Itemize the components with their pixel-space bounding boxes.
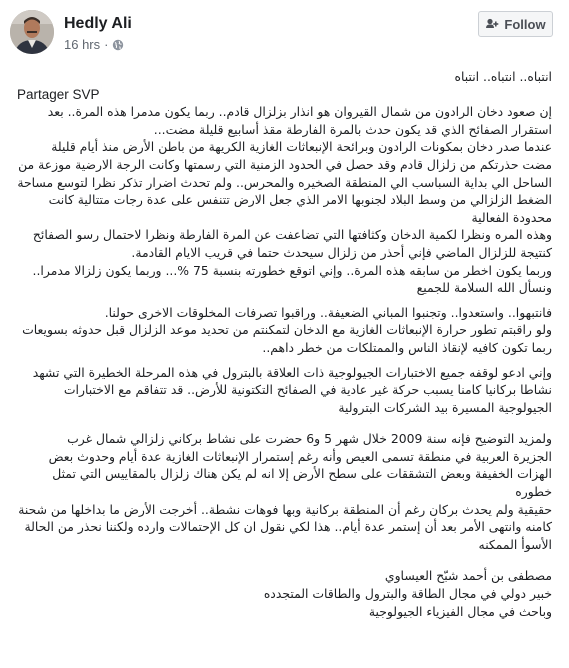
post-time[interactable]: 16 hrs: [64, 37, 101, 52]
author-avatar[interactable]: [10, 10, 54, 54]
post-line: حقيقية ولم يحدث بركان رغم أن المنطقة بركانية وبها فوهات نشطة.. أخرجت الأرض ما بداخلها من شحنة: [18, 501, 552, 517]
post-line: نشاطا بركانيا كامنا يسبب حركة غير عادية في الصفائح التكتونية للأرض.. قد تتفاقم مع الاختبارات: [63, 382, 552, 398]
post-line: وإني ادعو لوقفه جميع الاختبارات الجيولوجية ذات العلاقة بالبترول في هذه المرحلة الخطيرة التي تشهد: [32, 364, 552, 380]
paragraph-6: [17, 321, 552, 356]
post-body: [17, 68, 552, 620]
paragraph-2: [17, 138, 552, 226]
post-line-attention: انتباه.. انتباه.. انتباه: [454, 69, 552, 84]
avatar-photo: [10, 10, 54, 54]
post-meta: [64, 37, 124, 52]
paragraph-gap: [17, 357, 552, 364]
signature-title: وباحث في مجال الفيزياء الجيولوجية: [368, 603, 552, 619]
follow-button[interactable]: [478, 11, 553, 37]
author-name[interactable]: Hedly Ali: [64, 15, 132, 32]
post-line: كامنه وانتهى الأمر بعد أن إستمر عدة أيام.. هذا لكي نقول ان كل الإحتمالات وارده ولكننا نحذر من الحالة: [24, 519, 552, 535]
post-line: استقرار الصفائح الذي قد يكون حدث بالمرة الفارطة مقذ أسابيع قليلة مضت...: [153, 121, 552, 137]
post-header: [0, 0, 569, 66]
post-line: فانتبهوا.. واستعدوا.. وتجنبوا المباني الضعيفة.. وراقبوا تصرفات المخلوقات الاخرى حولنا.: [104, 304, 552, 320]
paragraph-gap: [17, 297, 552, 304]
post-line: ولو راقبتم تطور حرارة الإنبعاثات الغازية مع الدخان لتمكنتم من تحديد موعد الزلزال قبل حدوثه بسويعات: [22, 322, 552, 338]
post-line: الساحل الي بداية السباسب الي المنطقة الصخيره والمحرس.. ولم تحدث اضرار تذكر نظرا لتوسع مساحة: [17, 174, 552, 190]
meta-separator: ·: [104, 37, 109, 52]
post-line: الهزات الخفيفة وبعض التشققات على سطح الأرض إلا انه لم يكن هناك زلزال بالمقاييس التي تمثل خطوره: [52, 466, 552, 500]
post-line-partager: Partager SVP: [17, 86, 100, 102]
post-line: عندما صدر دخان بمكونات الرادون وبرائحة الإنبعاثات الغازية الكريهة من باطن الأرض منذ أيام قليلة: [51, 139, 552, 155]
post-line: الأسوأ الممكنه: [478, 536, 552, 552]
post-line: وهذه المره ونظرا لكمية الدخان وكثافتها التي تضاعفت عن المرة الفارطة ونظرا لاحتمال رسو الصفائح: [32, 227, 552, 243]
post-line: إن صعود دخان الرادون من شمال القيروان هو انذار بزلزال قادم.. ربما يكون مدمرا هذه المرة.. بعد: [47, 104, 552, 120]
post-line: الجزيرة العربية في منطقة تسمى العيص وأنه رغم إستمرار الإنبعاثات الغازية عدة أيام وحدوث بعض: [48, 448, 552, 464]
post-line: ولمزيد التوضيح فإنه سنة 2009 خلال شهر 5 و6 حضرت على نشاط بركاني زلزالي شمال غرب: [67, 431, 552, 447]
paragraph-7: [17, 364, 552, 417]
post-line: مضت حذرتكم من زلزال قادم وقد حصل في الحدود الزمنية التي رسمتها وكانت الرجة الارضية موزعة من: [18, 156, 552, 172]
signature-title: خبير دولي في مجال الطاقة والبترول والطاقات المتجدده: [263, 586, 552, 602]
post-line: وربما يكون اخطر من سابقه هذه المرة.. وإني اتوقع خطورته بنسبة 75 %... وربما يكون زلزالا مدمرا..: [32, 262, 552, 278]
globe-icon[interactable]: [112, 39, 124, 51]
post-line: الجيولوجية المسيرة بيد الشركات البترولية: [338, 399, 552, 415]
post-line: الضغط الزلزالي من وسط البلاد لجنوبها الامر الذي جعل الارض تتنفس على عدة رجات متتالية كانت: [48, 192, 552, 208]
signature-name: مصطفى بن أحمد شبّح العيساوي: [384, 568, 552, 584]
paragraph-3: [17, 226, 552, 261]
follow-plus-icon: [485, 18, 499, 30]
paragraph-gap: [17, 416, 552, 430]
post-line: ونسأل الله السلامة للجميع: [416, 280, 552, 296]
paragraph-5: [17, 304, 552, 322]
signature: [17, 567, 552, 620]
post-line: كنتيجة للزلزال الماضي فإني أحذر من زلزال سيحدث حتما في قريب الايام القادمة.: [131, 244, 552, 260]
paragraph-8: [17, 430, 552, 553]
paragraph-4: [17, 262, 552, 297]
follow-label: Follow: [504, 16, 546, 32]
post-line: ربما تكون كافيه لإنقاذ الناس والممتلكات من خطر داهم..: [262, 339, 552, 355]
post-line: محدودة الفعالية: [471, 209, 552, 225]
paragraph-1: [17, 103, 552, 138]
paragraph-gap: [17, 553, 552, 567]
